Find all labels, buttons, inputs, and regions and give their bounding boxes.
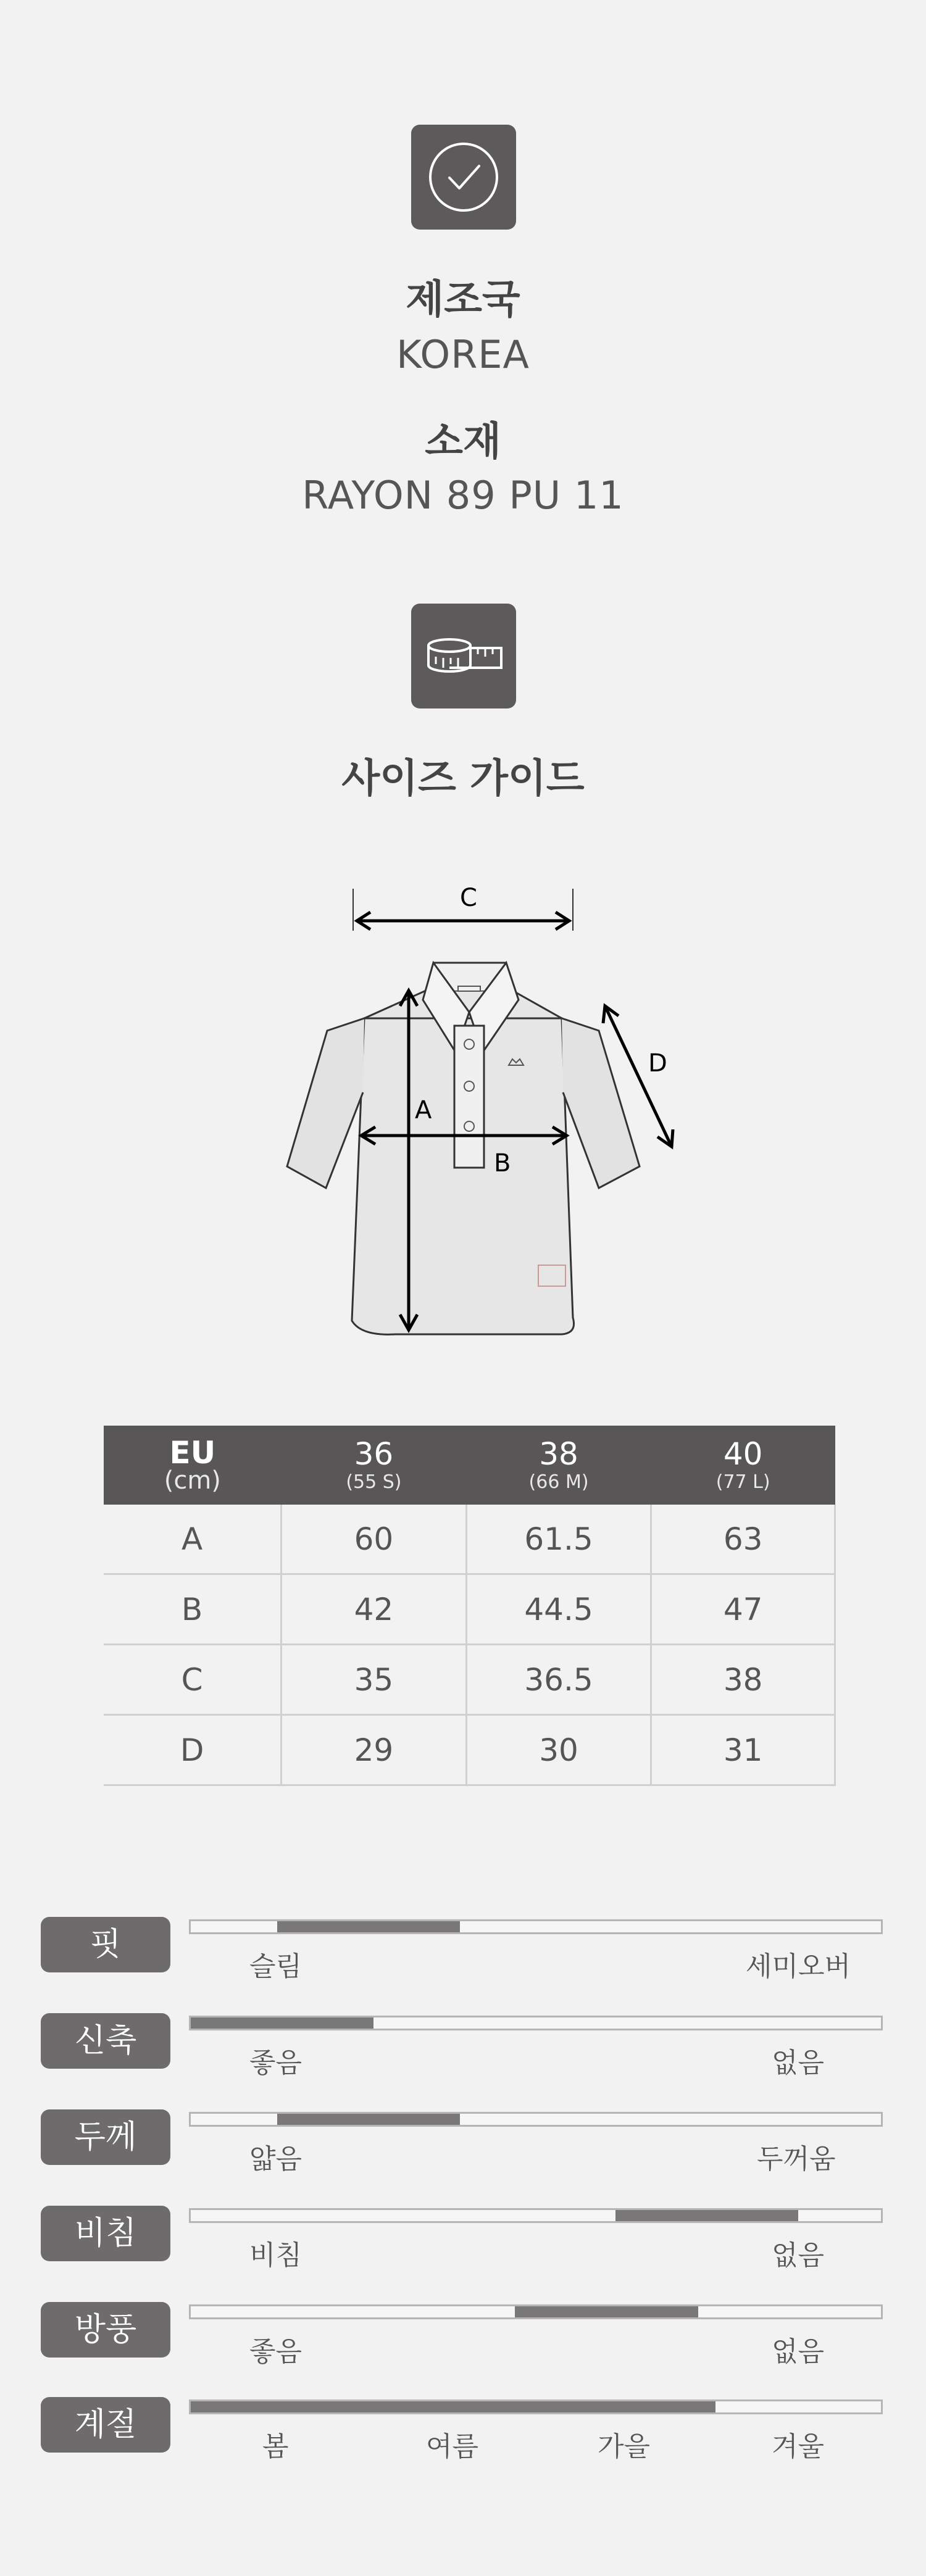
table-cell: 42 <box>282 1574 467 1645</box>
attribute-bar <box>189 2208 883 2223</box>
table-cell: 60 <box>282 1505 467 1574</box>
table-cell: 36.5 <box>466 1645 651 1715</box>
table-cell: 30 <box>466 1715 651 1785</box>
header-eu-label: EU <box>169 1435 216 1471</box>
attribute-badge: 방풍 <box>41 2302 170 2358</box>
attribute-right-label: 없음 <box>772 2336 825 2367</box>
attribute-right-label: 두꺼움 <box>757 2143 836 2175</box>
header-size-sub: (55 S) <box>346 1471 402 1493</box>
table-row <box>104 1715 835 1785</box>
size-guide-title: 사이즈 가이드 <box>341 756 585 802</box>
header-size-38 <box>466 1426 651 1505</box>
table-cell: 47 <box>651 1574 835 1645</box>
attribute-right-label: 없음 <box>772 2240 825 2271</box>
attribute-bar-fill <box>191 2401 715 2412</box>
table-row <box>104 1645 835 1715</box>
tape-measure-icon <box>411 604 516 708</box>
table-header-row <box>104 1426 835 1505</box>
table-cell: 63 <box>651 1505 835 1574</box>
table-row <box>104 1574 835 1645</box>
header-size-label: 36 <box>354 1436 394 1472</box>
attribute-bar-fill <box>191 2017 373 2029</box>
header-size-label: 38 <box>539 1436 578 1472</box>
attribute-bar <box>189 2399 883 2414</box>
header-size-40 <box>651 1426 835 1505</box>
attribute-badge: 신축 <box>41 2013 170 2069</box>
header-size-36 <box>282 1426 467 1505</box>
attribute-left-label: 비침 <box>249 2240 302 2271</box>
attribute-left-label: 좋음 <box>249 2047 302 2079</box>
table-cell: 61.5 <box>466 1505 651 1574</box>
dimension-a-label: A <box>415 1096 432 1124</box>
attribute-bar <box>189 2016 883 2030</box>
attribute-bar <box>189 2304 883 2319</box>
size-table <box>104 1426 836 1786</box>
dimension-c-label: C <box>460 884 477 912</box>
season-label-summer: 여름 <box>426 2431 479 2462</box>
table-row <box>104 1505 835 1574</box>
header-size-sub: (66 M) <box>528 1471 589 1493</box>
header-unit: (cm) <box>164 1466 221 1495</box>
attribute-badge: 핏 <box>41 1917 170 1972</box>
shirt-measurement-diagram <box>272 876 691 1345</box>
attribute-bar-fill <box>615 2210 798 2221</box>
attribute-bar <box>189 1919 883 1934</box>
attribute-right-label: 세미오버 <box>746 1951 851 1982</box>
attribute-bar <box>189 2112 883 2127</box>
attribute-bar-fill <box>515 2306 698 2317</box>
origin-value: KOREA <box>396 332 530 377</box>
row-label: D <box>104 1715 282 1785</box>
header-eu <box>104 1426 282 1505</box>
dimension-d-label: D <box>648 1049 667 1078</box>
attribute-right-label: 없음 <box>772 2047 825 2079</box>
material-title: 소재 <box>425 419 501 465</box>
table-cell: 29 <box>282 1715 467 1785</box>
attribute-badge: 비침 <box>41 2206 170 2261</box>
attribute-left-label: 좋음 <box>249 2336 302 2367</box>
attribute-left-label: 얇음 <box>249 2143 302 2175</box>
table-cell: 31 <box>651 1715 835 1785</box>
attribute-bar-fill <box>277 2114 460 2125</box>
row-label: A <box>104 1505 282 1574</box>
table-cell: 38 <box>651 1645 835 1715</box>
material-value: RAYON 89 PU 11 <box>302 473 624 518</box>
table-cell: 35 <box>282 1645 467 1715</box>
attribute-bar-fill <box>277 1921 460 1932</box>
attribute-left-label: 슬림 <box>249 1951 302 1982</box>
season-label-winter: 겨울 <box>772 2431 825 2462</box>
checkmark-icon <box>411 125 516 230</box>
origin-title: 제조국 <box>406 277 520 323</box>
dimension-b-label: B <box>494 1149 511 1178</box>
header-size-label: 40 <box>723 1436 763 1472</box>
row-label: C <box>104 1645 282 1715</box>
season-label-spring: 봄 <box>262 2431 289 2462</box>
row-label: B <box>104 1574 282 1645</box>
attribute-badge: 계절 <box>41 2397 170 2453</box>
table-cell: 44.5 <box>466 1574 651 1645</box>
header-size-sub: (77 L) <box>715 1471 770 1493</box>
attribute-badge: 두께 <box>41 2109 170 2165</box>
season-label-autumn: 가을 <box>598 2431 651 2462</box>
